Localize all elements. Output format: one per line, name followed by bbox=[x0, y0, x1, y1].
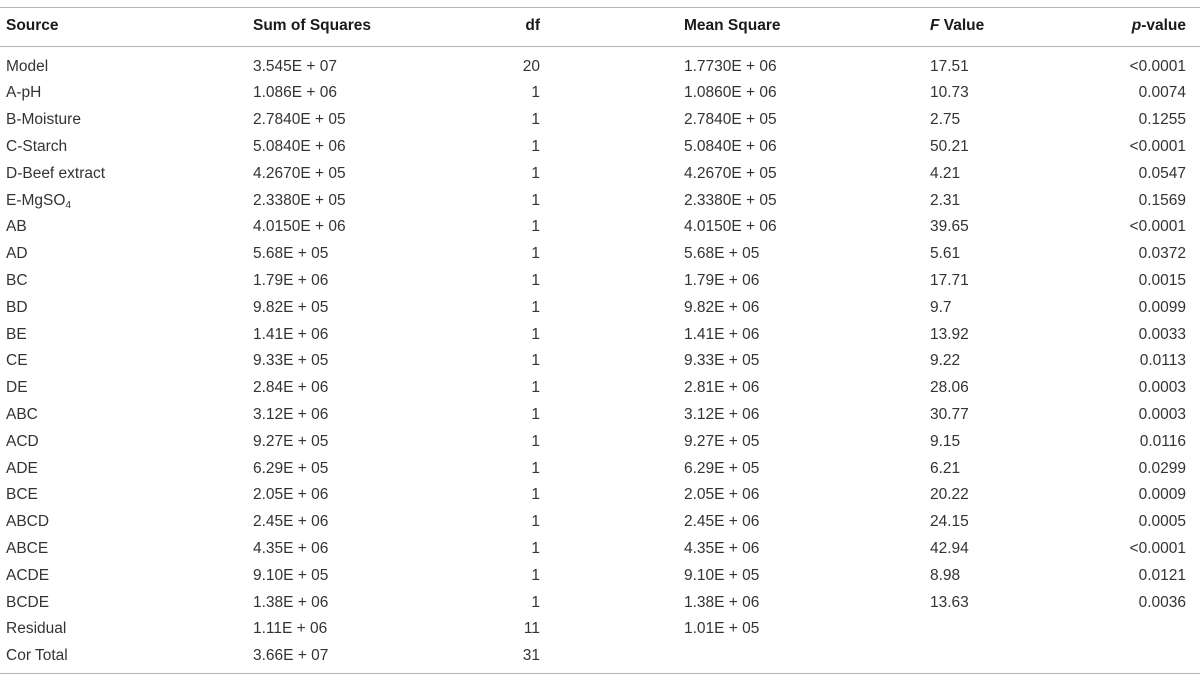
cell-sum-of-squares: 9.10E + 05 bbox=[253, 566, 329, 584]
cell-p-value: 0.0003 bbox=[1138, 379, 1186, 397]
cell-sum-of-squares: 3.66E + 07 bbox=[253, 647, 329, 665]
table-row bbox=[0, 482, 1200, 509]
cell-p-value: <0.0001 bbox=[1129, 218, 1186, 236]
cell-f-value: 28.06 bbox=[930, 379, 969, 397]
cell-source: ABCE bbox=[6, 539, 49, 557]
cell-df: 1 bbox=[531, 191, 540, 209]
cell-p-value: <0.0001 bbox=[1129, 539, 1186, 557]
cell-df: 1 bbox=[531, 111, 540, 129]
cell-p-value: 0.1569 bbox=[1138, 191, 1186, 209]
cell-mean-square: 1.0860E + 06 bbox=[684, 84, 777, 102]
cell-df: 1 bbox=[531, 325, 540, 343]
cell-p-value: 0.0003 bbox=[1138, 405, 1186, 423]
header-row bbox=[0, 12, 1200, 40]
cell-p-value: 0.1255 bbox=[1138, 111, 1186, 129]
cell-p-value: 0.0113 bbox=[1139, 352, 1186, 370]
cell-sum-of-squares: 4.35E + 06 bbox=[253, 539, 329, 557]
cell-p-value: 0.0547 bbox=[1138, 164, 1186, 182]
cell-p-value: 0.0121 bbox=[1138, 566, 1186, 584]
cell-source: A-pH bbox=[6, 84, 42, 102]
cell-sum-of-squares: 4.2670E + 05 bbox=[253, 164, 346, 182]
cell-df: 1 bbox=[531, 271, 540, 289]
cell-df: 1 bbox=[531, 218, 540, 236]
cell-sum-of-squares: 1.41E + 06 bbox=[253, 325, 329, 343]
cell-f-value: 13.92 bbox=[930, 325, 969, 343]
cell-mean-square: 9.27E + 05 bbox=[684, 432, 760, 450]
cell-sum-of-squares: 2.45E + 06 bbox=[253, 513, 329, 531]
table-row bbox=[0, 456, 1200, 483]
cell-source: ADE bbox=[6, 459, 38, 477]
cell-source: ACD bbox=[6, 432, 39, 450]
source-subscript: 4 bbox=[65, 199, 71, 211]
cell-sum-of-squares: 1.38E + 06 bbox=[253, 593, 329, 611]
table-row bbox=[0, 563, 1200, 590]
cell-sum-of-squares: 2.84E + 06 bbox=[253, 379, 329, 397]
cell-df: 1 bbox=[531, 405, 540, 423]
cell-df: 1 bbox=[531, 486, 540, 504]
cell-mean-square: 2.45E + 06 bbox=[684, 513, 760, 531]
table-row bbox=[0, 643, 1200, 670]
cell-df: 1 bbox=[531, 432, 540, 450]
cell-f-value: 9.7 bbox=[930, 298, 952, 316]
table-row bbox=[0, 590, 1200, 617]
header-p-symbol: p bbox=[1131, 17, 1142, 34]
cell-source: D-Beef extract bbox=[6, 164, 106, 182]
cell-p-value: 0.0099 bbox=[1138, 298, 1186, 316]
cell-f-value: 10.73 bbox=[930, 84, 969, 102]
cell-mean-square: 5.68E + 05 bbox=[684, 245, 760, 263]
table-row bbox=[0, 375, 1200, 402]
header-source: Source bbox=[6, 17, 59, 34]
table-row bbox=[0, 161, 1200, 188]
cell-p-value: 0.0299 bbox=[1138, 459, 1186, 477]
cell-f-value: 9.15 bbox=[930, 432, 961, 450]
cell-df: 1 bbox=[531, 137, 540, 155]
cell-sum-of-squares: 3.12E + 06 bbox=[253, 405, 329, 423]
cell-source: BCE bbox=[6, 486, 38, 504]
cell-p-value: 0.0015 bbox=[1138, 271, 1186, 289]
cell-sum-of-squares: 2.3380E + 05 bbox=[253, 191, 346, 209]
header-df: df bbox=[525, 17, 540, 34]
cell-source: AB bbox=[6, 218, 27, 236]
cell-f-value: 4.21 bbox=[930, 164, 961, 182]
table-row bbox=[0, 188, 1200, 215]
cell-f-value: 17.51 bbox=[930, 57, 969, 75]
table-row bbox=[0, 322, 1200, 349]
cell-df: 1 bbox=[531, 245, 540, 263]
cell-mean-square: 1.79E + 06 bbox=[684, 271, 760, 289]
table-row bbox=[0, 402, 1200, 429]
cell-df: 1 bbox=[531, 539, 540, 557]
cell-f-value: 30.77 bbox=[930, 405, 969, 423]
table-row bbox=[0, 241, 1200, 268]
cell-source: BCDE bbox=[6, 593, 50, 611]
cell-source: BE bbox=[6, 325, 27, 343]
source-main-text: E-MgSO bbox=[6, 191, 66, 209]
cell-p-value: 0.0009 bbox=[1138, 486, 1186, 504]
cell-mean-square: 6.29E + 05 bbox=[684, 459, 760, 477]
cell-df: 1 bbox=[531, 352, 540, 370]
cell-sum-of-squares: 1.79E + 06 bbox=[253, 271, 329, 289]
header-rule bbox=[0, 46, 1200, 47]
cell-mean-square: 9.10E + 05 bbox=[684, 566, 760, 584]
cell-sum-of-squares: 6.29E + 05 bbox=[253, 459, 329, 477]
cell-sum-of-squares: 9.33E + 05 bbox=[253, 352, 329, 370]
header-mean-square: Mean Square bbox=[684, 17, 781, 34]
cell-source: BC bbox=[6, 271, 28, 289]
cell-f-value: 2.31 bbox=[930, 191, 961, 209]
table-row bbox=[0, 509, 1200, 536]
table-row bbox=[0, 214, 1200, 241]
table-row bbox=[0, 295, 1200, 322]
cell-f-value: 39.65 bbox=[930, 218, 969, 236]
cell-df: 1 bbox=[531, 84, 540, 102]
cell-df: 1 bbox=[531, 593, 540, 611]
cell-p-value: 0.0005 bbox=[1138, 513, 1186, 531]
cell-source: ACDE bbox=[6, 566, 50, 584]
cell-sum-of-squares: 1.11E + 06 bbox=[253, 620, 328, 638]
table-row bbox=[0, 54, 1200, 81]
cell-df: 1 bbox=[531, 566, 540, 584]
cell-source: DE bbox=[6, 379, 28, 397]
cell-mean-square: 9.33E + 05 bbox=[684, 352, 760, 370]
cell-source: ABC bbox=[6, 405, 38, 423]
header-p-rest: -value bbox=[1141, 17, 1186, 34]
cell-f-value: 17.71 bbox=[930, 271, 969, 289]
cell-df: 11 bbox=[523, 620, 540, 638]
cell-source: Model bbox=[6, 57, 49, 75]
cell-p-value: <0.0001 bbox=[1129, 57, 1186, 75]
table-row bbox=[0, 134, 1200, 161]
cell-sum-of-squares: 9.27E + 05 bbox=[253, 432, 329, 450]
cell-df: 1 bbox=[531, 164, 540, 182]
bottom-rule bbox=[0, 673, 1200, 674]
cell-source: B-Moisture bbox=[6, 111, 81, 129]
cell-source bbox=[6, 188, 71, 215]
cell-f-value: 20.22 bbox=[930, 486, 969, 504]
cell-mean-square: 4.35E + 06 bbox=[684, 539, 760, 557]
cell-p-value: <0.0001 bbox=[1129, 137, 1186, 155]
cell-mean-square: 9.82E + 06 bbox=[684, 298, 760, 316]
cell-mean-square: 4.0150E + 06 bbox=[684, 218, 777, 236]
cell-source: CE bbox=[6, 352, 28, 370]
cell-mean-square: 1.7730E + 06 bbox=[684, 57, 777, 75]
cell-sum-of-squares: 2.7840E + 05 bbox=[253, 111, 346, 129]
header-f-rest: Value bbox=[939, 17, 985, 34]
cell-mean-square: 5.0840E + 06 bbox=[684, 137, 777, 155]
cell-p-value: 0.0074 bbox=[1138, 84, 1186, 102]
cell-sum-of-squares: 3.545E + 07 bbox=[253, 57, 338, 75]
cell-sum-of-squares: 2.05E + 06 bbox=[253, 486, 329, 504]
cell-df: 1 bbox=[531, 379, 540, 397]
header-p-value bbox=[1080, 12, 1186, 40]
cell-mean-square: 1.41E + 06 bbox=[684, 325, 760, 343]
cell-p-value: 0.0372 bbox=[1138, 245, 1186, 263]
table-row bbox=[0, 536, 1200, 563]
cell-source: Residual bbox=[6, 620, 67, 638]
cell-f-value: 42.94 bbox=[930, 539, 969, 557]
cell-f-value: 9.22 bbox=[930, 352, 961, 370]
table-row bbox=[0, 107, 1200, 134]
cell-source: ABCD bbox=[6, 513, 50, 531]
cell-source: Cor Total bbox=[6, 647, 68, 665]
cell-source: BD bbox=[6, 298, 28, 316]
header-f-symbol: F bbox=[930, 17, 940, 34]
cell-sum-of-squares: 4.0150E + 06 bbox=[253, 218, 346, 236]
cell-df: 20 bbox=[522, 57, 540, 75]
cell-mean-square: 4.2670E + 05 bbox=[684, 164, 777, 182]
cell-df: 1 bbox=[531, 513, 540, 531]
cell-f-value: 6.21 bbox=[930, 459, 961, 477]
table-row bbox=[0, 268, 1200, 295]
cell-mean-square: 3.12E + 06 bbox=[684, 405, 760, 423]
top-rule bbox=[0, 7, 1200, 8]
cell-f-value: 8.98 bbox=[930, 566, 961, 584]
cell-df: 31 bbox=[522, 647, 540, 665]
cell-f-value: 24.15 bbox=[930, 513, 969, 531]
cell-mean-square: 2.81E + 06 bbox=[684, 379, 760, 397]
cell-sum-of-squares: 9.82E + 05 bbox=[253, 298, 329, 316]
cell-f-value: 50.21 bbox=[930, 137, 969, 155]
table-row bbox=[0, 616, 1200, 643]
cell-p-value: 0.0116 bbox=[1139, 432, 1186, 450]
cell-mean-square: 2.3380E + 05 bbox=[684, 191, 777, 209]
cell-source: C-Starch bbox=[6, 137, 68, 155]
cell-mean-square: 1.38E + 06 bbox=[684, 593, 760, 611]
table-row bbox=[0, 80, 1200, 107]
cell-mean-square: 2.05E + 06 bbox=[684, 486, 760, 504]
cell-sum-of-squares: 5.68E + 05 bbox=[253, 245, 329, 263]
cell-p-value: 0.0033 bbox=[1138, 325, 1186, 343]
cell-df: 1 bbox=[531, 459, 540, 477]
table-row bbox=[0, 429, 1200, 456]
cell-f-value: 5.61 bbox=[930, 245, 961, 263]
cell-mean-square: 1.01E + 05 bbox=[684, 620, 760, 638]
cell-source: AD bbox=[6, 245, 28, 263]
cell-df: 1 bbox=[531, 298, 540, 316]
cell-sum-of-squares: 5.0840E + 06 bbox=[253, 137, 346, 155]
header-sum-of-squares: Sum of Squares bbox=[253, 17, 371, 34]
cell-f-value: 13.63 bbox=[930, 593, 969, 611]
header-f-value bbox=[930, 12, 984, 40]
table-row bbox=[0, 348, 1200, 375]
cell-mean-square: 2.7840E + 05 bbox=[684, 111, 777, 129]
cell-p-value: 0.0036 bbox=[1138, 593, 1186, 611]
cell-f-value: 2.75 bbox=[930, 111, 961, 129]
cell-sum-of-squares: 1.086E + 06 bbox=[253, 84, 338, 102]
